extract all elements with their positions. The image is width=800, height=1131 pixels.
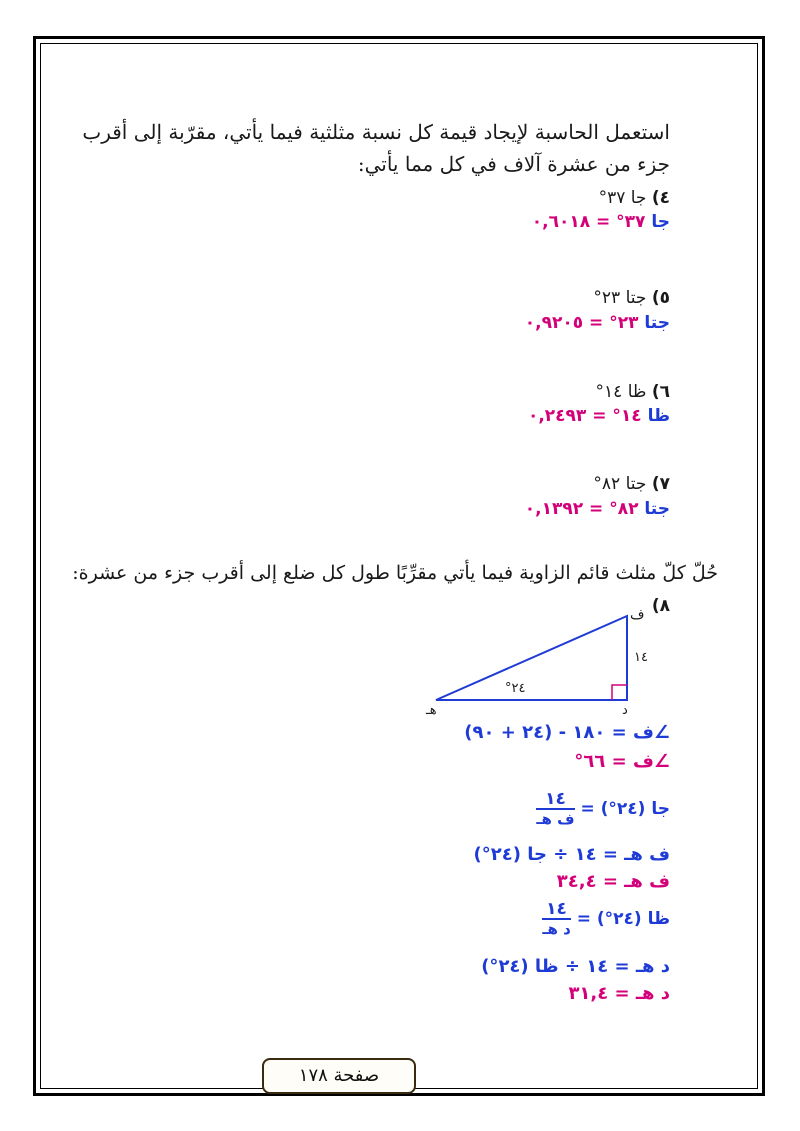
step-sine-equation <box>536 790 670 828</box>
answer-value: ٢٣° = ٠,٩٢٠٥ <box>524 313 645 333</box>
step-fh-result: ف هـ = ٣٤,٤ <box>556 871 670 892</box>
exercise-prompt: جا ٣٧° <box>598 188 647 208</box>
answer-fn: ظا <box>647 406 670 426</box>
instruction-line-1: استعمل الحاسبة لإيجاد قيمة كل نسبة مثلثية فيما يأتي، مقرّبة إلى أقرب <box>82 120 670 144</box>
sine-lhs: جا (٢٤°) = <box>580 799 670 819</box>
answer-fn: جتا <box>644 499 670 519</box>
step-tangent-equation <box>542 900 670 938</box>
fraction <box>536 790 574 828</box>
instruction-line-2: جزء من عشرة آلاف في كل مما يأتي: <box>357 152 670 176</box>
answer-value: ٨٢° = ٠,١٣٩٢ <box>524 499 645 519</box>
tangent-lhs: ظا (٢٤°) = <box>576 909 670 929</box>
fraction-numerator: ١٤ <box>542 900 570 920</box>
vertex-label-right: د <box>622 703 628 718</box>
exercise-prompt: جتا ٢٣° <box>593 288 647 308</box>
exercise-number: ٤) <box>651 188 670 208</box>
exercise-8-number: ٨) <box>651 596 670 616</box>
angle-label: °٢٤ <box>505 681 526 696</box>
fraction-denominator: ف هـ <box>536 810 575 828</box>
side-length-label: ١٤ <box>634 650 648 665</box>
vertex-label-left: هـ <box>426 703 437 718</box>
exercise-number: ٧) <box>651 474 670 494</box>
page-number-box <box>262 1058 416 1094</box>
step-dh-result: د هـ = ٣١,٤ <box>568 983 670 1004</box>
step-fh-division: ف هـ = ١٤ ÷ جا (٢٤°) <box>473 844 670 865</box>
right-angle-mark <box>612 685 627 700</box>
answer-fn: جا <box>651 212 670 232</box>
exercise-prompt: ظا ١٤° <box>595 382 647 402</box>
answer-value: ١٤° = ٠,٢٤٩٣ <box>527 406 648 426</box>
fraction-numerator: ١٤ <box>536 790 574 810</box>
exercise-prompt: جتا ٨٢° <box>593 474 647 494</box>
step-angle-f-result: ∠ف = ٦٦° <box>574 751 670 772</box>
section-heading: حُلّ كلّ مثلث قائم الزاوية فيما يأتي مقرِّبًا طول كل ضلع إلى أقرب جزء من عشرة: <box>72 562 718 584</box>
exercise-number: ٦) <box>651 382 670 402</box>
step-angle-f: ∠ف = ١٨٠ - (٢٤ + ٩٠) <box>464 722 670 743</box>
answer-fn: جتا <box>644 313 670 333</box>
fraction-denominator: د هـ <box>542 920 571 938</box>
answer-value: ٣٧° = ٠,٦٠١٨ <box>531 212 652 232</box>
triangle-shape <box>436 616 627 700</box>
fraction <box>542 900 570 938</box>
exercise-number: ٥) <box>651 288 670 308</box>
step-dh-division: د هـ = ١٤ ÷ ظا (٢٤°) <box>481 956 670 977</box>
vertex-label-top: ف <box>630 607 645 623</box>
page-number: صفحة ١٧٨ <box>298 1065 380 1086</box>
